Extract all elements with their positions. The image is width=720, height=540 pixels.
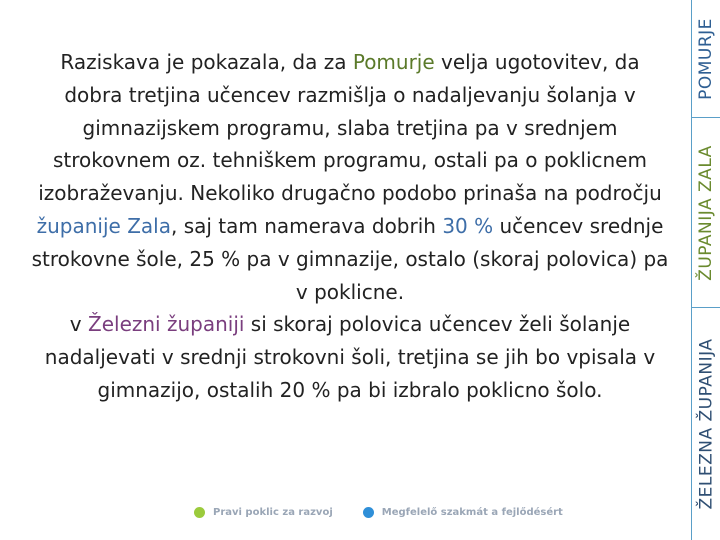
tab-zala[interactable] [692, 118, 720, 308]
text-part: v [69, 312, 88, 337]
text-part: velja ugotovitev, da dobra tretjina učencev razmišlja o nadaljevanju šolanja v gimnazijskem programu, slaba tretjina pa v srednjem strokovnem oz. tehniškem programu, ostali pa o poklicnem izobraževanju. Nekoliko drugačno podobo prinaša na področju [38, 50, 662, 206]
highlight-percent: 30 % [442, 213, 494, 238]
footer-right-text: Megfelelő szakmát a fejlődésért [381, 506, 563, 518]
tab-pomurje[interactable] [692, 0, 720, 118]
text-part: učencev srednje strokovne šole, 25 % pa v gimnazije, ostalo (skoraj polovica) pa v poklicne. [31, 213, 669, 304]
highlight-pomurje: Pomurje [352, 50, 435, 74]
main-paragraph [30, 46, 670, 407]
tab-zelezna[interactable] [692, 308, 720, 540]
text-part: si skoraj polovica učencev želi šolanje nadaljevati v srednji strokovni šoli, tretjina se jih bo vpisala v gimnazijo, ostalih 20 % pa bi izbralo poklicno šolo. [44, 312, 656, 402]
side-tabs [691, 0, 720, 540]
tab-label-pomurje: POMURJE [696, 17, 716, 100]
highlight-zelezna: Železni županiji [88, 312, 245, 337]
footer [194, 504, 563, 520]
text-part: Raziskava je pokazala, da za [60, 50, 353, 74]
footer-item-right [363, 507, 563, 518]
footer-left-text: Pravi poklic za razvoj [213, 506, 333, 518]
blue-dot-icon [363, 507, 374, 518]
tab-label-zala: ŽUPANIJA ZALA [696, 144, 717, 281]
footer-item-left [194, 507, 333, 518]
highlight-zala: županije Zala [36, 213, 171, 238]
green-dot-icon [194, 507, 205, 518]
text-part: , saj tam namerava dobrih [170, 213, 443, 238]
tab-label-zelezna: ŽELEZNA ŽUPANIJA [696, 338, 717, 510]
